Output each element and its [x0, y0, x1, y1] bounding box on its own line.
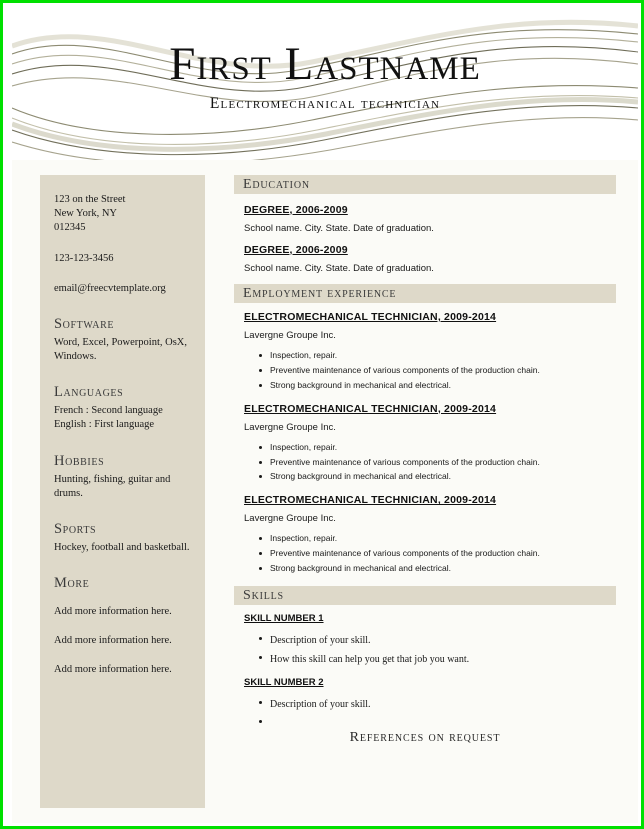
employment-company: Lavergne Groupe Inc.: [244, 513, 336, 525]
section-heading-languages: Languages: [54, 384, 124, 401]
section-heading-skills: Skills: [234, 586, 616, 605]
employment-bullets: [244, 348, 616, 393]
employment-bullets: [244, 440, 616, 485]
address-line-3: 012345: [54, 222, 86, 234]
sidebar-section-sports: [54, 521, 193, 555]
sidebar-section-hobbies: [54, 453, 193, 501]
employment-job-title: ELECTROMECHANICAL TECHNICIAN, 2009-2014: [244, 494, 497, 507]
education-school-info: School name. City. State. Date of graduation.: [244, 263, 434, 274]
education-entry: [234, 204, 616, 234]
section-heading-software: Software: [54, 315, 115, 332]
sidebar-section-languages: [54, 384, 193, 432]
more-item: Add more information here.: [54, 635, 172, 647]
employment-company: Lavergne Groupe Inc.: [244, 421, 336, 433]
education-entry: [234, 244, 616, 274]
skill-title: SKILL NUMBER 1: [244, 612, 324, 624]
more-item: Add more information here.: [54, 664, 172, 676]
email-address: email@freecvtemplate.org: [54, 282, 166, 294]
section-heading-sports: Sports: [54, 520, 97, 537]
section-heading-more: More: [54, 575, 90, 592]
skill-title: SKILL NUMBER 2: [244, 676, 324, 688]
resume-sheet: [12, 12, 638, 823]
references-note: References on request: [349, 729, 501, 745]
employment-entry: [234, 403, 616, 485]
language-line-2: English : First language: [54, 419, 155, 431]
sidebar-section-software: [54, 316, 193, 364]
phone-number: 123-123-3456: [54, 252, 114, 264]
employment-entry: [234, 494, 616, 576]
resume-body: [12, 160, 638, 823]
list-item: Preventive maintenance of various components of the production chain.: [270, 363, 616, 378]
list-item: Inspection, repair.: [270, 348, 616, 363]
hobbies-list: Hunting, fishing, guitar and drums.: [54, 473, 171, 499]
list-item: Inspection, repair.: [270, 440, 616, 455]
sports-list: Hockey, football and basketball.: [54, 541, 190, 553]
employment-job-title: ELECTROMECHANICAL TECHNICIAN, 2009-2014: [244, 402, 497, 415]
address-line-1: 123 on the Street: [54, 194, 126, 205]
more-item: Add more information here.: [54, 606, 172, 618]
list-item: Strong background in mechanical and electrical.: [270, 378, 616, 393]
skill-entry: [234, 677, 616, 714]
address-line-2: New York, NY: [54, 208, 118, 220]
list-item: Description of your skill.: [270, 631, 616, 650]
list-item: Strong background in mechanical and electrical.: [270, 561, 616, 576]
employment-entry: [234, 311, 616, 393]
employment-bullets: [244, 531, 616, 576]
section-heading-employment: Employment experience: [234, 284, 616, 303]
list-item: Description of your skill.: [270, 695, 616, 714]
list-item: Preventive maintenance of various components of the production chain.: [270, 455, 616, 470]
resume-header: [12, 12, 638, 160]
list-item: How this skill can help you get that job you want.: [270, 650, 616, 669]
employment-company: Lavergne Groupe Inc.: [244, 330, 336, 341]
section-heading-education: Education: [234, 175, 616, 194]
employment-job-title: ELECTROMECHANICAL TECHNICIAN, 2009-2014: [244, 311, 497, 323]
software-list: Word, Excel, Powerpoint, OsX, Windows.: [54, 336, 188, 363]
education-school-info: School name. City. State. Date of graduation.: [244, 223, 434, 234]
list-item: Strong background in mechanical and electrical.: [270, 469, 616, 484]
section-heading-hobbies: Hobbies: [54, 452, 105, 469]
skill-bullets: [244, 695, 616, 714]
sidebar: [40, 175, 205, 808]
skill-entry: [234, 613, 616, 669]
title-block: [12, 40, 638, 113]
skill-bullets: [244, 631, 616, 669]
sidebar-section-more: [54, 575, 193, 675]
education-degree-title: DEGREE, 2006-2009: [244, 204, 348, 216]
list-item: Preventive maintenance of various components of the production chain.: [270, 546, 616, 561]
job-subtitle: Electromechanical technician: [209, 95, 441, 113]
language-line-1: French : Second language: [54, 405, 163, 417]
education-degree-title: DEGREE, 2006-2009: [244, 244, 348, 256]
list-item: Inspection, repair.: [270, 531, 616, 546]
main-content: [234, 175, 616, 746]
page-title: First Lastname: [169, 38, 481, 90]
